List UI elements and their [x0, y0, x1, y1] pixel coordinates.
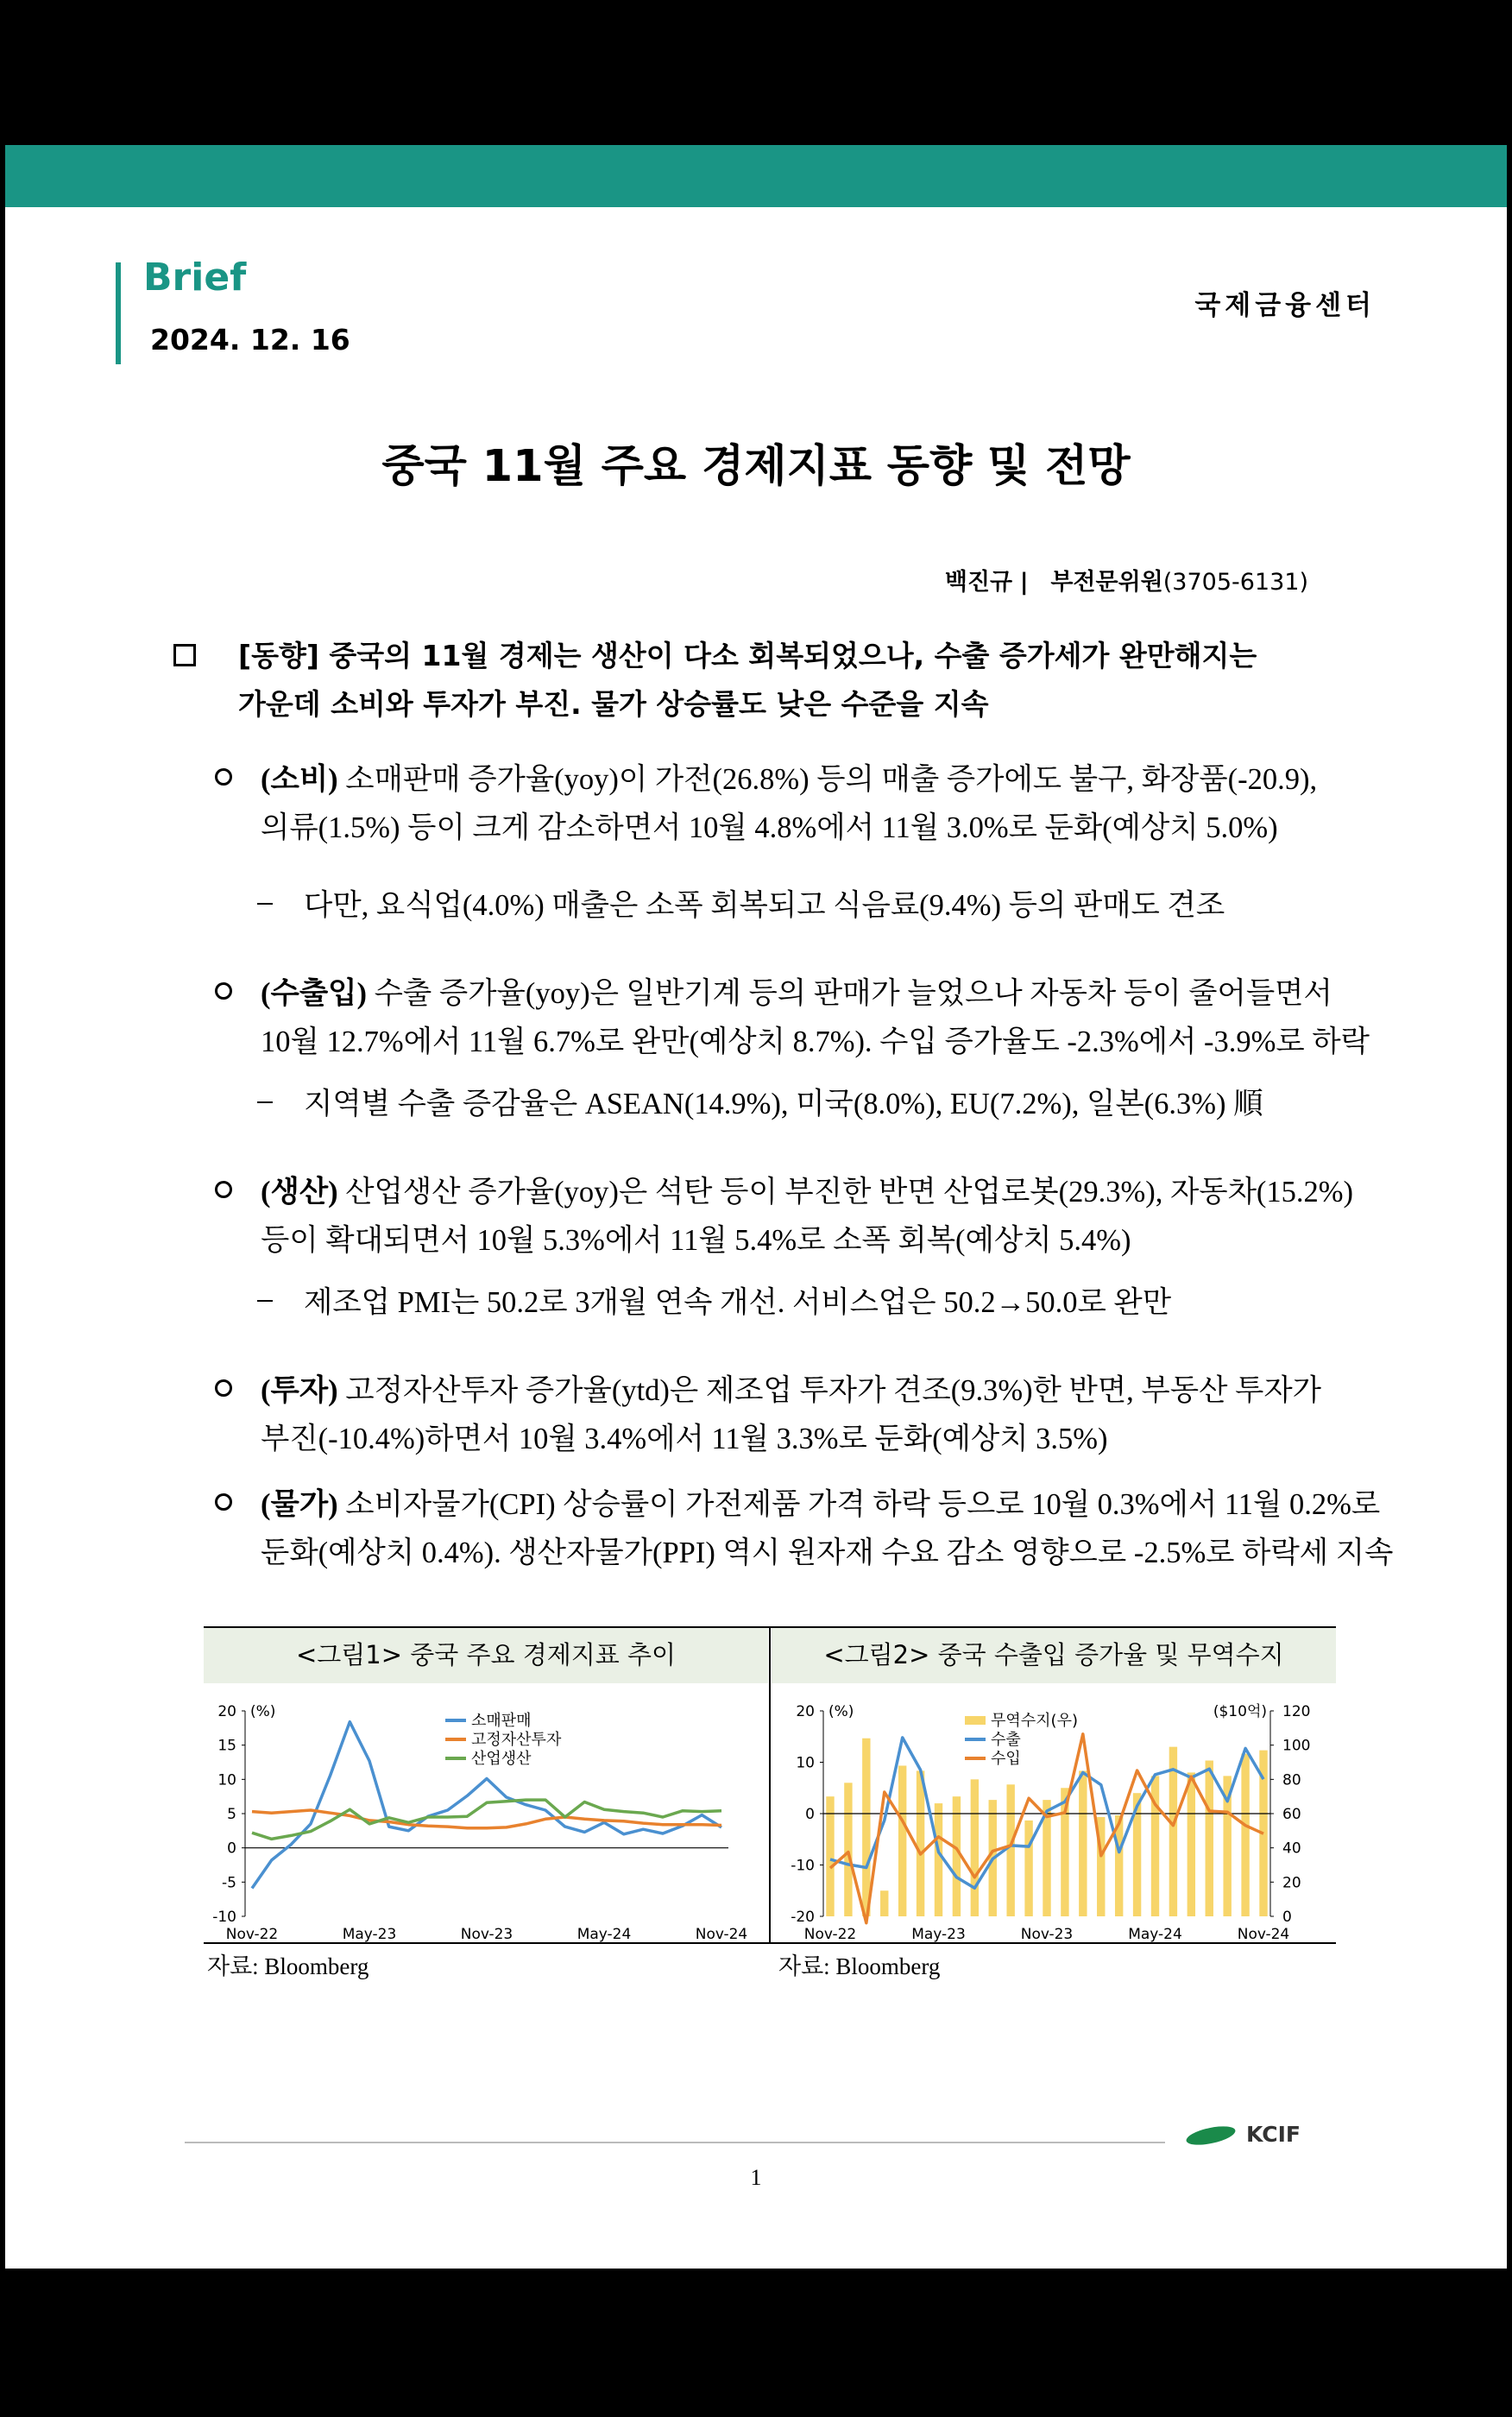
bullet-investment-line1: (투자) 고정자산투자 증가율(ytd)은 제조업 투자가 견조(9.3%)한 반면, 부동산 투자가	[261, 1374, 1321, 1407]
trade-balance-bar	[1241, 1754, 1249, 1916]
brief-label: Brief	[143, 256, 247, 300]
y-tick-label: -10	[212, 1909, 236, 1926]
header-bar	[5, 145, 1507, 207]
legend-label: 산업생산	[471, 1750, 532, 1768]
y-tick-label: 0	[805, 1806, 815, 1823]
legend-swatch	[965, 1716, 986, 1725]
y-tick-label-right: 100	[1282, 1737, 1311, 1755]
page-number: 1	[750, 2165, 762, 2190]
report-date: 2024. 12. 16	[150, 323, 350, 357]
y-tick-label: 5	[227, 1806, 236, 1823]
trade-balance-bar	[844, 1783, 852, 1916]
x-tick-label: May-24	[576, 1926, 632, 1942]
y-tick-label: -10	[791, 1857, 815, 1875]
bullet-trade-line2: 10월 12.7%에서 11월 6.7%로 완만(예상치 8.7%). 수입 증가율도 -2.3%에서 -3.9%로 하락	[261, 1025, 1370, 1058]
trade-balance-bar	[935, 1803, 942, 1916]
x-tick-label: Nov-23	[1020, 1926, 1074, 1942]
bullet-production-line1: (생산) 산업생산 증가율(yoy)은 석탄 등이 부진한 반면 산업로봇(29.3%), 자동차(15.2%)	[261, 1176, 1354, 1208]
section-heading-line2: 가운데 소비와 투자가 부진. 물가 상승률도 낮은 수준을 지속	[238, 687, 989, 721]
legend-label: 소매판매	[471, 1712, 532, 1730]
y-tick-label-right: 120	[1282, 1703, 1311, 1720]
legend-label: 수출	[991, 1731, 1021, 1749]
circle-bullet-icon	[215, 1181, 232, 1198]
y-tick-label: 10	[217, 1771, 236, 1789]
y-tick-label: 15	[217, 1737, 236, 1755]
chart2-title: <그림2> 중국 수출입 증가율 및 무역수지	[823, 1640, 1284, 1669]
y-tick-label-right: 20	[1282, 1874, 1301, 1892]
brief-accent-bar	[116, 262, 121, 364]
bullet-investment-line2: 부진(-10.4%)하면서 10월 3.4%에서 11월 3.3%로 둔화(예상치 3.5%)	[261, 1423, 1108, 1455]
y-tick-label: 20	[796, 1703, 815, 1720]
y-unit-label: (%)	[250, 1703, 276, 1720]
legend-label: 수입	[991, 1750, 1021, 1768]
kcif-logo-icon	[1184, 2122, 1238, 2148]
section-heading-line1: [동향] 중국의 11월 경제는 생산이 다소 회복되었으나, 수출 증가세가 완만해지는	[238, 639, 1257, 672]
footer-divider	[185, 2142, 1165, 2143]
bullet-consumption-sub: 다만, 요식업(4.0%) 매출은 소폭 회복되고 식음료(9.4%) 등의 판매도 견조	[304, 889, 1225, 922]
legend-label: 고정자산투자	[471, 1731, 562, 1749]
document-page	[5, 145, 1507, 2269]
x-tick-label: Nov-24	[695, 1926, 748, 1942]
author-separator: |	[1019, 569, 1029, 596]
y-tick-label-right: 60	[1282, 1806, 1301, 1823]
bullet-trade-sub: 지역별 수출 증감율은 ASEAN(14.9%), 미국(8.0%), EU(7.2%), 일본(6.3%) 順	[304, 1088, 1263, 1120]
x-tick-label: Nov-22	[225, 1926, 279, 1942]
bullet-prices-line2: 둔화(예상치 0.4%). 생산자물가(PPI) 역시 원자재 수요 감소 영향으로 -2.5%로 하락세 지속	[261, 1537, 1394, 1569]
dash-bullet-icon	[257, 1300, 273, 1302]
trade-balance-bar	[898, 1765, 906, 1916]
trade-balance-bar	[826, 1796, 834, 1916]
bullet-prices-line1: (물가) 소비자물가(CPI) 상승률이 가전제품 가격 하락 등으로 10월 0.3%에서 11월 0.2%로	[261, 1488, 1381, 1521]
author-phone: (3705-6131)	[1162, 569, 1308, 596]
y-tick-label: 0	[227, 1840, 236, 1858]
trade-balance-bar	[971, 1779, 979, 1916]
x-tick-label: May-23	[342, 1926, 397, 1942]
trade-balance-bar	[880, 1890, 888, 1916]
bullet-production-line2: 등이 확대되면서 10월 5.3%에서 11월 5.4%로 소폭 회복(예상치 5.4%)	[261, 1224, 1131, 1257]
x-tick-label: May-23	[911, 1926, 966, 1942]
y-tick-label-right: 0	[1282, 1909, 1292, 1926]
y-tick-label: -5	[222, 1874, 236, 1892]
trade-balance-bar	[1079, 1770, 1087, 1916]
legend-label: 무역수지(우)	[991, 1712, 1078, 1730]
chart2-source: 자료: Bloomberg	[778, 1953, 941, 1979]
author-name: 백진규	[944, 569, 1013, 596]
trade-balance-bar	[1206, 1761, 1213, 1916]
author-role: 부전문위원	[1050, 569, 1163, 596]
bullet-consumption-line2: 의류(1.5%) 등이 크게 감소하면서 10월 4.8%에서 11월 3.0%로 둔화(예상치 5.0%)	[261, 811, 1278, 844]
y-tick-label: 10	[796, 1754, 815, 1772]
y-tick-label: 20	[217, 1703, 236, 1720]
x-tick-label: Nov-23	[460, 1926, 513, 1942]
bullet-trade-line1: (수출입) 수출 증가율(yoy)은 일반기계 등의 판매가 늘었으나 자동차 등이 줄어들면서	[261, 977, 1332, 1010]
chart1-title: <그림1> 중국 주요 경제지표 추이	[295, 1640, 677, 1669]
circle-bullet-icon	[215, 1379, 232, 1397]
chart-divider	[769, 1626, 771, 1944]
page-title: 중국 11월 주요 경제지표 동향 및 전망	[381, 441, 1131, 492]
series-line	[252, 1800, 721, 1839]
y-tick-label-right: 40	[1282, 1840, 1301, 1858]
author-line	[945, 563, 1308, 596]
organization-name: 국제금융센터	[1194, 290, 1376, 321]
trade-balance-bar	[953, 1796, 961, 1916]
dash-bullet-icon	[257, 903, 273, 905]
x-tick-label: Nov-22	[803, 1926, 857, 1942]
square-bullet-icon	[173, 644, 196, 666]
y-tick-label: -20	[791, 1909, 815, 1926]
trade-balance-bar	[862, 1739, 870, 1916]
trade-balance-bar	[1188, 1772, 1195, 1916]
trade-balance-bar	[917, 1770, 924, 1916]
kcif-logo-text: KCIF	[1246, 2122, 1301, 2147]
circle-bullet-icon	[215, 768, 232, 786]
y-tick-label-right: 80	[1282, 1771, 1301, 1789]
chart1-source: 자료: Bloomberg	[207, 1953, 369, 1979]
x-tick-label: Nov-24	[1237, 1926, 1290, 1942]
chart2	[770, 1683, 1336, 1942]
chart1	[204, 1683, 770, 1942]
trade-balance-bar	[1024, 1821, 1032, 1916]
y-unit-label: (%)	[828, 1703, 854, 1720]
bullet-production-sub: 제조업 PMI는 50.2로 3개월 연속 개선. 서비스업은 50.2→50.0로 완만	[304, 1286, 1172, 1319]
trade-balance-bar	[1006, 1784, 1014, 1916]
circle-bullet-icon	[215, 982, 232, 1000]
circle-bullet-icon	[215, 1493, 232, 1511]
y-unit-label-right: ($10억)	[1213, 1703, 1267, 1720]
charts-area	[204, 1626, 1336, 2041]
bullet-consumption-line1: (소비) 소매판매 증가율(yoy)이 가전(26.8%) 등의 매출 증가에도 불구, 화장품(-20.9),	[261, 763, 1318, 796]
x-tick-label: May-24	[1128, 1926, 1182, 1942]
dash-bullet-icon	[257, 1101, 273, 1103]
